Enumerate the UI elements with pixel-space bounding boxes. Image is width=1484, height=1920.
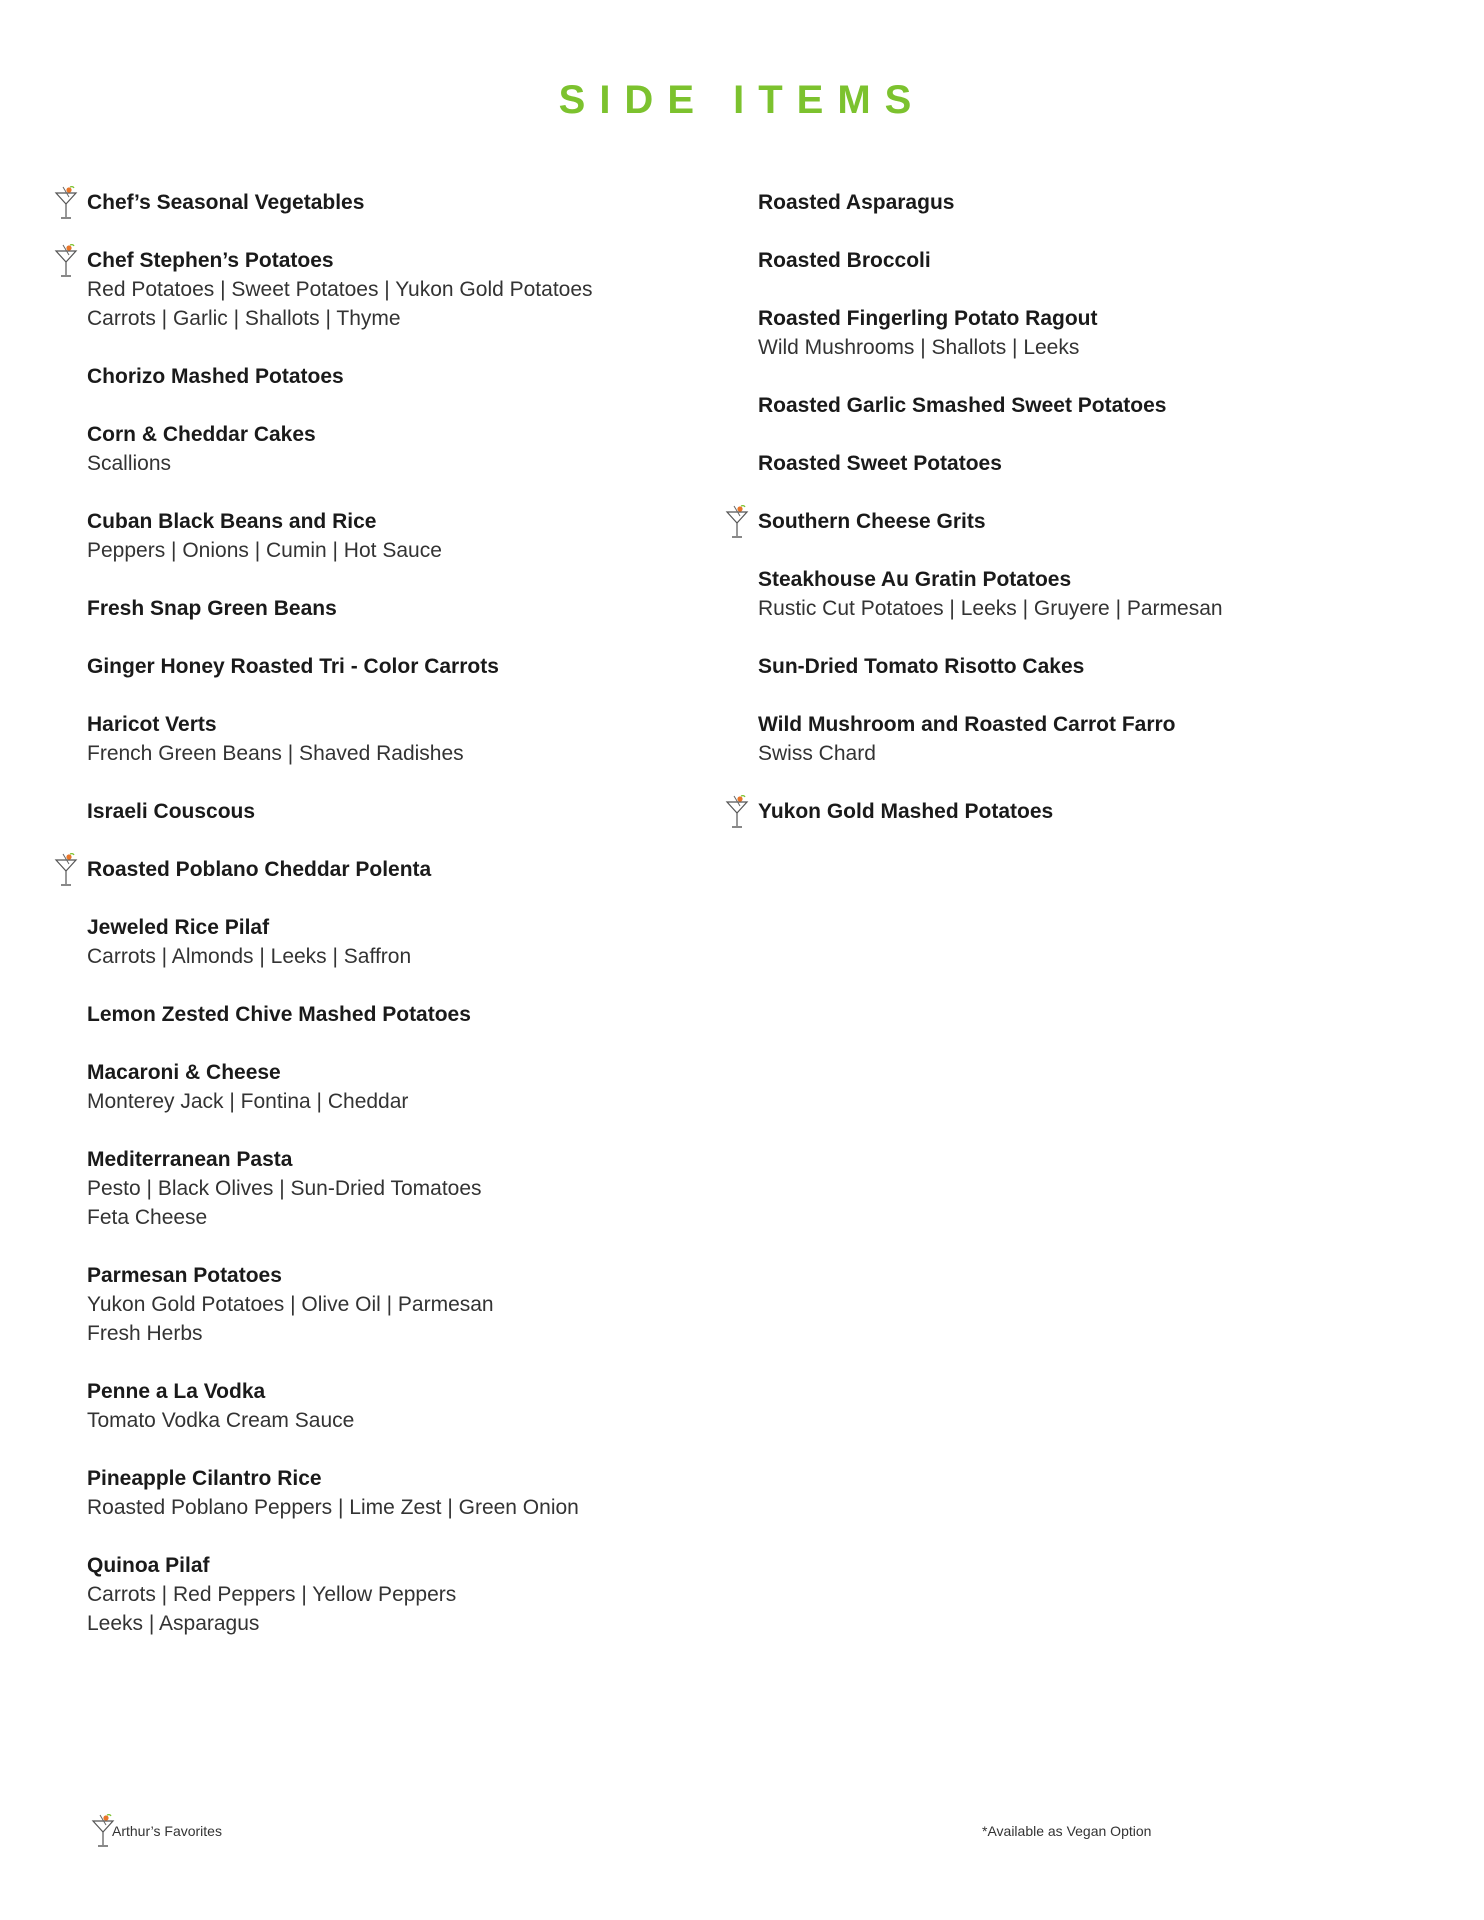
- menu-item: [87, 420, 707, 478]
- menu-item-name: Haricot Verts: [87, 713, 217, 736]
- menu-item-description: Pesto | Black Olives | Sun-Dried Tomatoes: [87, 1177, 482, 1200]
- menu-item-name: Chef’s Seasonal Vegetables: [87, 191, 365, 214]
- menu-item: [758, 565, 1378, 623]
- menu-item: [87, 1000, 707, 1029]
- menu-item-name: Roasted Broccoli: [758, 249, 931, 272]
- menu-item-description: Carrots | Garlic | Shallots | Thyme: [87, 307, 401, 330]
- menu-item: [87, 710, 707, 768]
- menu-item: [87, 1261, 707, 1348]
- menu-item: [87, 1145, 707, 1232]
- menu-item: [758, 188, 1378, 217]
- menu-item: [87, 797, 707, 826]
- menu-item-description: Peppers | Onions | Cumin | Hot Sauce: [87, 539, 442, 562]
- menu-item-name: Quinoa Pilaf: [87, 1554, 210, 1577]
- menu-item: [758, 304, 1378, 362]
- menu-item-name: Ginger Honey Roasted Tri - Color Carrots: [87, 655, 499, 678]
- menu-item: [758, 391, 1378, 420]
- menu-item: [758, 246, 1378, 275]
- menu-item-description: French Green Beans | Shaved Radishes: [87, 742, 464, 765]
- favorites-legend-label: Arthur’s Favorites: [112, 1823, 222, 1839]
- menu-item-name: Cuban Black Beans and Rice: [87, 510, 377, 533]
- page-title: SIDE ITEMS: [558, 78, 926, 122]
- menu-item-description: Tomato Vodka Cream Sauce: [87, 1409, 355, 1432]
- vegan-option-note: *Available as Vegan Option: [982, 1823, 1152, 1839]
- menu-item-description: Roasted Poblano Peppers | Lime Zest | Green Onion: [87, 1496, 579, 1519]
- menu-item: [758, 507, 1378, 536]
- menu-item-description: Yukon Gold Potatoes | Olive Oil | Parmesan: [87, 1293, 494, 1316]
- menu-item-name: Sun-Dried Tomato Risotto Cakes: [758, 655, 1085, 678]
- menu-item-description: Feta Cheese: [87, 1206, 208, 1229]
- menu-item-name: Roasted Asparagus: [758, 191, 955, 214]
- menu-item-description: Rustic Cut Potatoes | Leeks | Gruyere | Parmesan: [758, 597, 1223, 620]
- menu-item: [758, 797, 1378, 826]
- right-column: [758, 188, 1378, 855]
- menu-item: [87, 1377, 707, 1435]
- menu-item: [87, 652, 707, 681]
- menu-item: [87, 594, 707, 623]
- menu-item-name: Corn & Cheddar Cakes: [87, 423, 316, 446]
- menu-item-description: Scallions: [87, 452, 172, 475]
- menu-item-name: Israeli Couscous: [87, 800, 256, 823]
- menu-item: [758, 449, 1378, 478]
- menu-item-name: Fresh Snap Green Beans: [87, 597, 337, 620]
- menu-item-name: Wild Mushroom and Roasted Carrot Farro: [758, 713, 1176, 736]
- menu-item-description: Swiss Chard: [758, 742, 876, 765]
- menu-item-description: Monterey Jack | Fontina | Cheddar: [87, 1090, 409, 1113]
- menu-item: [87, 1058, 707, 1116]
- menu-item-name: Roasted Sweet Potatoes: [758, 452, 1002, 475]
- menu-item: [87, 246, 707, 333]
- left-column: [87, 188, 707, 1667]
- menu-item-description: Fresh Herbs: [87, 1322, 203, 1345]
- menu-item-name: Parmesan Potatoes: [87, 1264, 282, 1287]
- menu-item: [758, 710, 1378, 768]
- menu-item: [87, 507, 707, 565]
- menu-item-name: Steakhouse Au Gratin Potatoes: [758, 568, 1072, 591]
- menu-item-description: Leeks | Asparagus: [87, 1612, 260, 1635]
- menu-item: [87, 913, 707, 971]
- menu-item-name: Mediterranean Pasta: [87, 1148, 293, 1171]
- menu-item-name: Roasted Fingerling Potato Ragout: [758, 307, 1098, 330]
- menu-item: [87, 1464, 707, 1522]
- menu-item-name: Chorizo Mashed Potatoes: [87, 365, 344, 388]
- menu-item-name: Roasted Garlic Smashed Sweet Potatoes: [758, 394, 1167, 417]
- menu-item: [87, 855, 707, 884]
- menu-item-name: Yukon Gold Mashed Potatoes: [758, 800, 1054, 823]
- menu-item-name: Penne a La Vodka: [87, 1380, 266, 1403]
- menu-item: [87, 1551, 707, 1638]
- menu-item-description: Carrots | Almonds | Leeks | Saffron: [87, 945, 412, 968]
- menu-item-name: Lemon Zested Chive Mashed Potatoes: [87, 1003, 471, 1026]
- menu-item-name: Jeweled Rice Pilaf: [87, 916, 270, 939]
- menu-item: [758, 652, 1378, 681]
- menu-item-description: Red Potatoes | Sweet Potatoes | Yukon Gold Potatoes: [87, 278, 593, 301]
- menu-item: [87, 362, 707, 391]
- menu-item: [87, 188, 707, 217]
- menu-item-name: Macaroni & Cheese: [87, 1061, 281, 1084]
- menu-item-name: Chef Stephen’s Potatoes: [87, 249, 334, 272]
- menu-item-description: Carrots | Red Peppers | Yellow Peppers: [87, 1583, 457, 1606]
- menu-item-name: Southern Cheese Grits: [758, 510, 986, 533]
- menu-item-name: Pineapple Cilantro Rice: [87, 1467, 322, 1490]
- menu-item-description: Wild Mushrooms | Shallots | Leeks: [758, 336, 1080, 359]
- menu-item-name: Roasted Poblano Cheddar Polenta: [87, 858, 432, 881]
